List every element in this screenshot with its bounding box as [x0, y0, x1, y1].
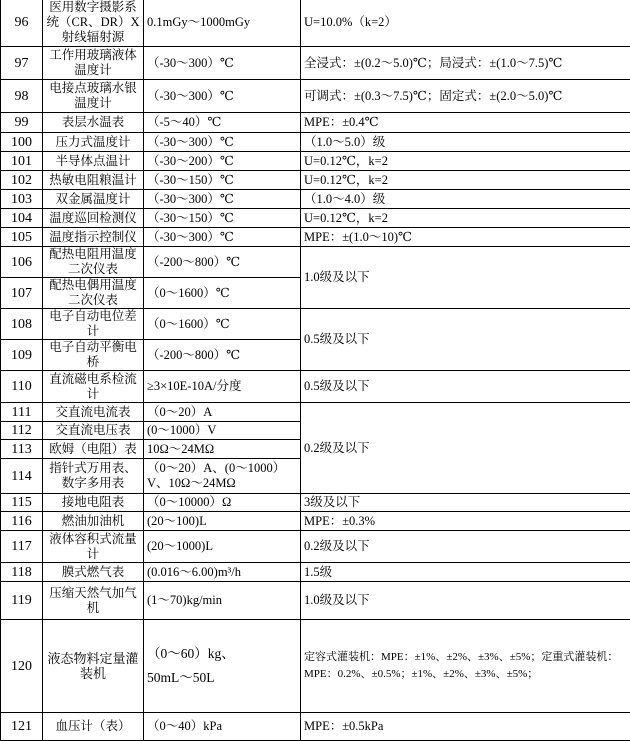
table-row — [1, 247, 630, 278]
row-number: 108 — [1, 309, 43, 340]
table-row — [1, 582, 630, 620]
instrument-name: 配热电偶用温度二次仪表 — [43, 278, 144, 309]
uncertainty: MPE：±0.4℃ — [301, 113, 630, 133]
instrument-name: 指针式万用表、数字多用表 — [43, 459, 144, 494]
table-row — [1, 531, 630, 563]
uncertainty: 定容式灌装机：MPE：±1%、±2%、±3%、±5%；定重式灌装机：MPE：0.2%、±0.5%；±1%、±2%、±3%、±5%； — [301, 620, 630, 713]
uncertainty: U=0.12℃，k=2 — [301, 152, 630, 171]
instrument-name: 膜式燃气表 — [43, 563, 144, 582]
row-number: 117 — [1, 531, 43, 563]
instrument-name: 血压计（表） — [43, 713, 144, 741]
range-line-1: （0～60）kg、 — [147, 642, 297, 666]
row-number: 120 — [1, 620, 43, 713]
measurement-range: （-200～800）℃ — [144, 340, 301, 371]
instrument-name: 配热电阻用温度二次仪表 — [43, 247, 144, 278]
uncertainty: 0.5级及以下 — [301, 309, 630, 371]
instrument-name: 热敏电阻粮温计 — [43, 171, 144, 190]
instrument-name: 压缩天然气加气机 — [43, 582, 144, 620]
row-number: 110 — [1, 371, 43, 403]
measurement-range: （-30～300）℃ — [144, 133, 301, 152]
row-number: 121 — [1, 713, 43, 741]
row-number: 118 — [1, 563, 43, 582]
row-number: 114 — [1, 459, 43, 494]
row-number: 104 — [1, 209, 43, 228]
instrument-name: 液体容积式流量计 — [43, 531, 144, 563]
instrument-name: 表层水温表 — [43, 113, 144, 133]
measurement-range: （-30～150）℃ — [144, 171, 301, 190]
row-number: 99 — [1, 113, 43, 133]
measurement-range: （-30～300）℃ — [144, 80, 301, 113]
row-number: 115 — [1, 494, 43, 512]
table-row — [1, 171, 630, 190]
instrument-name: 交直流电压表 — [43, 422, 144, 440]
measurement-range: (20～1000)L — [144, 531, 301, 563]
instrument-name: 医用数字摄影系统（CR、DR）X射线辐射源 — [43, 0, 144, 47]
uncertainty: 0.5级及以下 — [301, 371, 630, 403]
uncertainty: 全浸式：±(0.2～5.0)℃；局浸式：±(1.0～7.5)℃ — [301, 47, 630, 80]
table-row — [1, 563, 630, 582]
instrument-name: 电子自动平衡电桥 — [43, 340, 144, 371]
instrument-name: 温度巡回检测仪 — [43, 209, 144, 228]
measurement-range: ≥3×10E-10A/分度 — [144, 371, 301, 403]
row-number: 112 — [1, 422, 43, 440]
row-number: 106 — [1, 247, 43, 278]
measurement-range: （0～1600）℃ — [144, 278, 301, 309]
measurement-range: 0.1mGy～1000mGy — [144, 0, 301, 47]
row-number: 98 — [1, 80, 43, 113]
instrument-name: 欧姆（电阻）表 — [43, 440, 144, 459]
instrument-name: 工作用玻璃液体温度计 — [43, 47, 144, 80]
instrument-name: 液态物料定量灌装机 — [43, 620, 144, 713]
instrument-name: 接地电阻表 — [43, 494, 144, 512]
measurement-range: （0～20）A — [144, 403, 301, 422]
row-number: 107 — [1, 278, 43, 309]
measurement-range: （0～1600）℃ — [144, 309, 301, 340]
row-number: 97 — [1, 47, 43, 80]
measurement-range — [144, 620, 301, 713]
table-row — [1, 620, 630, 713]
measurement-range: （-30～200）℃ — [144, 152, 301, 171]
measurement-range: (0.016～6.00)m³/h — [144, 563, 301, 582]
table-row — [1, 152, 630, 171]
measurement-range: (1～70)kg/min — [144, 582, 301, 620]
uncertainty: U=0.12℃，k=2 — [301, 209, 630, 228]
row-number: 105 — [1, 228, 43, 247]
table-row — [1, 209, 630, 228]
table-row — [1, 47, 630, 80]
row-number: 102 — [1, 171, 43, 190]
table-row — [1, 228, 630, 247]
instrument-name: 电子自动电位差计 — [43, 309, 144, 340]
measurement-range: （-30～150）℃ — [144, 209, 301, 228]
table-row — [1, 113, 630, 133]
row-number: 101 — [1, 152, 43, 171]
row-number: 119 — [1, 582, 43, 620]
row-number: 116 — [1, 512, 43, 531]
table-row — [1, 713, 630, 741]
table-row — [1, 309, 630, 340]
range-line-2: 50mL～50L — [147, 666, 297, 690]
row-number: 109 — [1, 340, 43, 371]
measurement-range: （-30～300）℃ — [144, 228, 301, 247]
uncertainty: 1.0级及以下 — [301, 247, 630, 309]
uncertainty: 可调式：±(0.3～7.5)℃；固定式：±(2.0～5.0)℃ — [301, 80, 630, 113]
row-number: 111 — [1, 403, 43, 422]
measurement-range: (0～1000）V — [144, 422, 301, 440]
measurement-range: (20～100)L — [144, 512, 301, 531]
measurement-range: （-5～40）℃ — [144, 113, 301, 133]
table-row — [1, 133, 630, 152]
uncertainty: （1.0～5.0）级 — [301, 133, 630, 152]
uncertainty: （1.0～4.0）级 — [301, 190, 630, 209]
table-row — [1, 512, 630, 531]
instrument-name: 压力式温度计 — [43, 133, 144, 152]
row-number: 103 — [1, 190, 43, 209]
uncertainty: 0.2级及以下 — [301, 531, 630, 563]
row-number: 100 — [1, 133, 43, 152]
table-row — [1, 494, 630, 512]
measurement-range: （-30～300）℃ — [144, 47, 301, 80]
uncertainty: 1.5级 — [301, 563, 630, 582]
measurement-range: （-200～800）℃ — [144, 247, 301, 278]
row-number: 113 — [1, 440, 43, 459]
uncertainty: 0.2级及以下 — [301, 403, 630, 494]
table-row — [1, 80, 630, 113]
uncertainty: MPE：±(1.0～10)℃ — [301, 228, 630, 247]
uncertainty: 3级及以下 — [301, 494, 630, 512]
instrument-name: 燃油加油机 — [43, 512, 144, 531]
table-row — [1, 403, 630, 422]
row-number: 96 — [1, 0, 43, 47]
instrument-name: 双金属温度计 — [43, 190, 144, 209]
table-row — [1, 371, 630, 403]
uncertainty: U=10.0%（k=2） — [301, 0, 630, 47]
measurement-range: （0～10000）Ω — [144, 494, 301, 512]
instrument-name: 交直流电流表 — [43, 403, 144, 422]
uncertainty: U=0.12℃，k=2 — [301, 171, 630, 190]
instrument-name: 直流磁电系检流计 — [43, 371, 144, 403]
uncertainty: MPE：±0.3% — [301, 512, 630, 531]
instrument-name: 温度指示控制仪 — [43, 228, 144, 247]
measurement-range: （0～40）kPa — [144, 713, 301, 741]
instrument-name: 电接点玻璃水银温度计 — [43, 80, 144, 113]
measurement-range: （-30～300）℃ — [144, 190, 301, 209]
uncertainty: MPE：±0.5kPa — [301, 713, 630, 741]
uncertainty: 1.0级及以下 — [301, 582, 630, 620]
table-row — [1, 0, 630, 47]
measurement-range: （0～20）A、(0～1000）V、10Ω～24MΩ — [144, 459, 301, 494]
measurement-range: 10Ω～24MΩ — [144, 440, 301, 459]
table-row — [1, 190, 630, 209]
instrument-name: 半导体点温计 — [43, 152, 144, 171]
